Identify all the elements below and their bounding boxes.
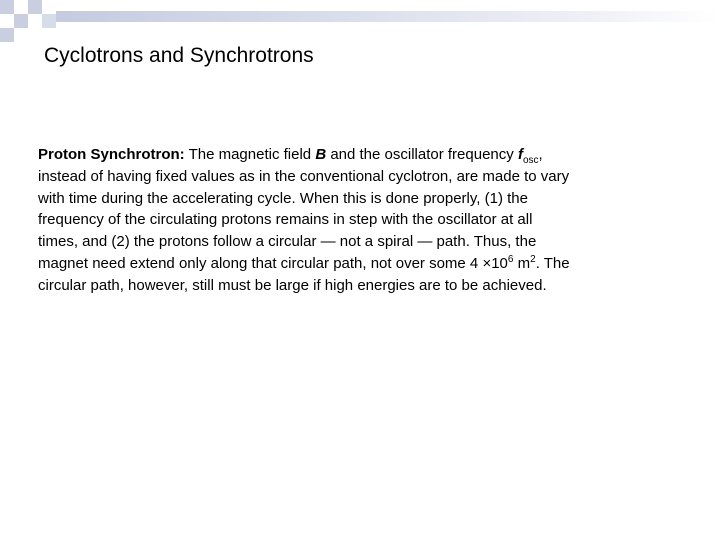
square-decoration [0, 0, 14, 14]
exponent: 2 [530, 253, 536, 265]
square-decoration [28, 0, 42, 14]
square-decoration [42, 14, 56, 28]
header-gradient-bar [56, 11, 720, 22]
body-paragraph [38, 144, 688, 297]
text-line: times, and (2) the protons follow a circular — not a spiral — path. Thus, the [38, 233, 537, 251]
square-decoration [14, 14, 28, 28]
text-segment: . The [535, 254, 570, 272]
text-segment: m [513, 254, 531, 272]
text-segment: and the oscillator frequency [326, 146, 518, 163]
text-line: with time during the accelerating cycle. When this is done properly, (1) the [38, 189, 528, 207]
text-line [38, 253, 688, 275]
text-segment: , [538, 146, 543, 163]
subscript-osc: osc [522, 155, 539, 166]
term-label: Proton Synchrotron: [38, 146, 185, 163]
text-segment: The magnetic field [184, 146, 316, 163]
text-line: circular path, however, still must be large if high energies are to be achieved. [38, 276, 547, 294]
text-line: instead of having fixed values as in the conventional cyclotron, are made to vary [38, 167, 570, 185]
slide-title: Cyclotrons and Synchrotrons [44, 44, 314, 67]
symbol-f: f [517, 146, 523, 163]
decorative-squares [0, 0, 60, 46]
square-decoration [0, 28, 14, 42]
text-line [38, 144, 688, 166]
symbol-b: B [315, 146, 327, 163]
text-segment: magnet need extend only along that circular path, not over some 4 ×10 [38, 254, 508, 272]
text-line: frequency of the circulating protons remains in step with the oscillator at all [38, 211, 533, 229]
exponent: 6 [507, 253, 514, 265]
